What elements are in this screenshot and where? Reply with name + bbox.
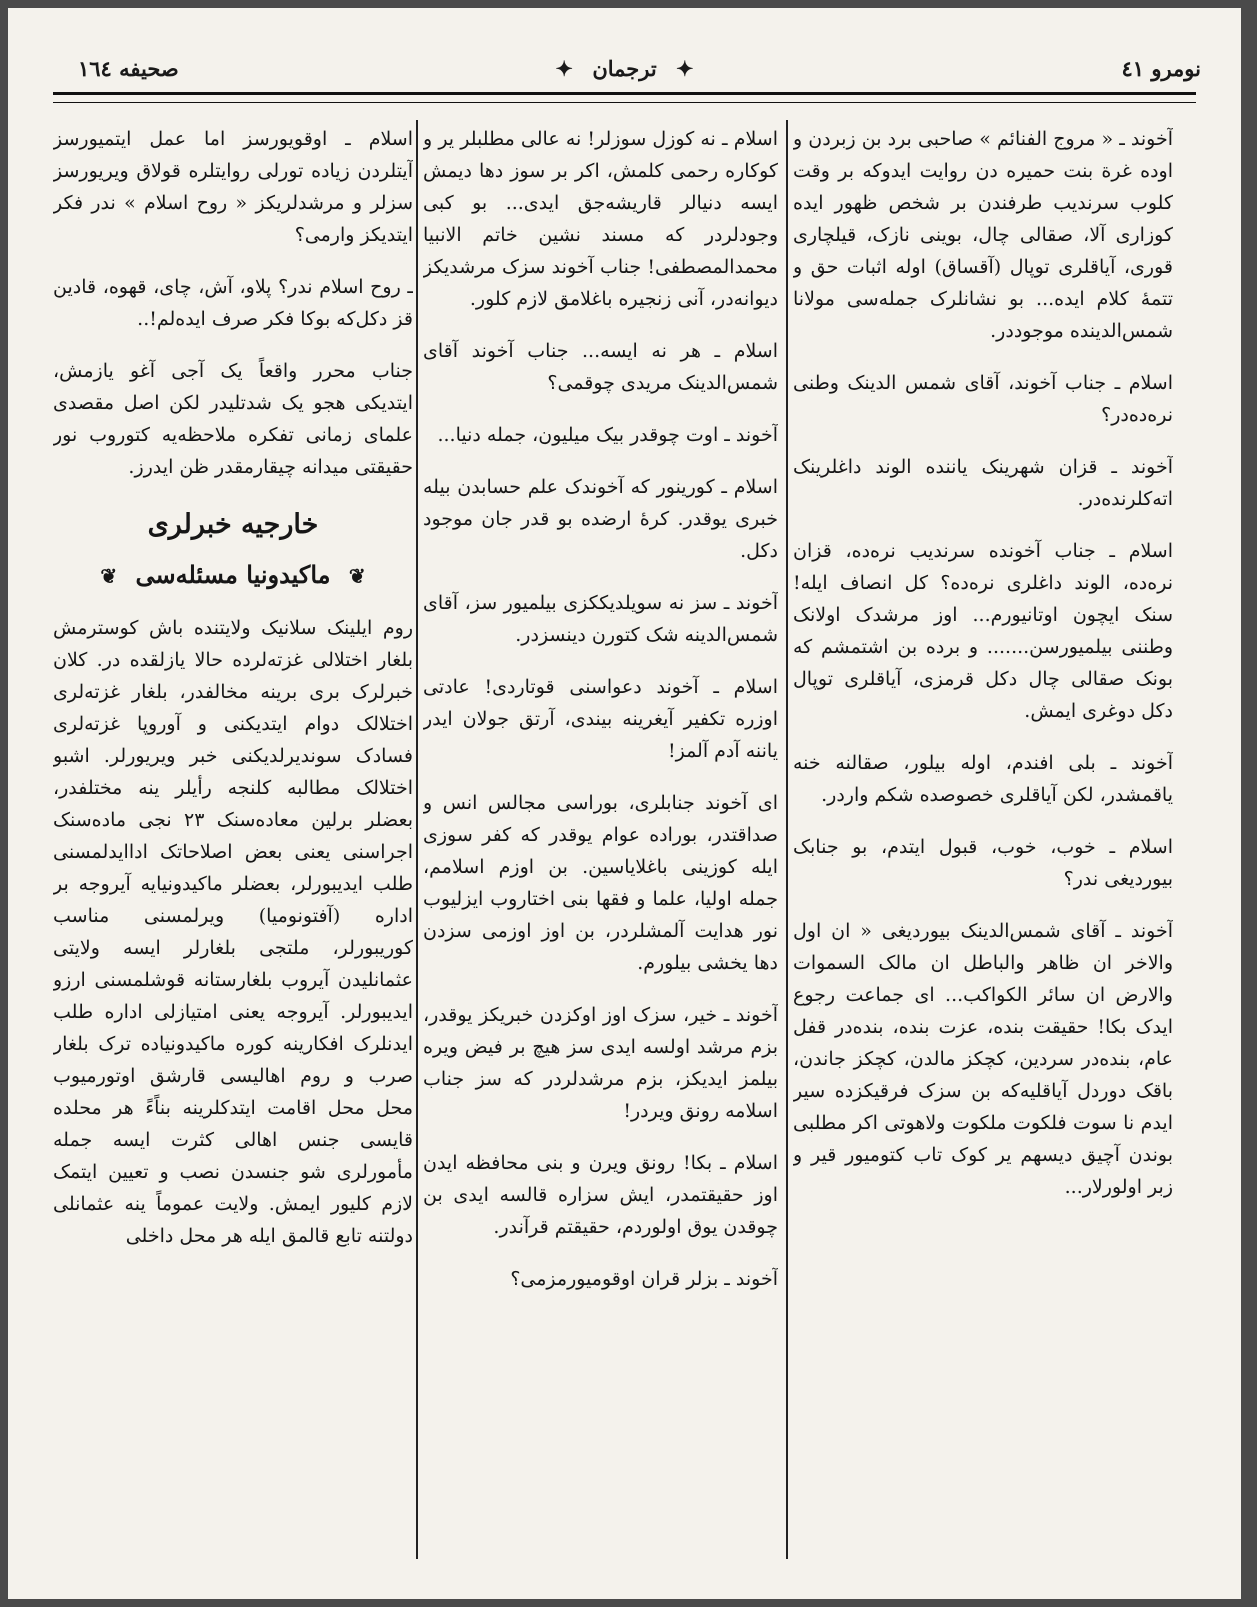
paragraph: ای آخوند جنابلری، بوراسی مجالس انس و صداقتدر، بوراده عوام یوقدر که کفر سوزی ایله کوزینی باغلایاسین. بن اوزم اسلامم، جمله اولیا، علما و فقها بنی اختاروب ایزلیوب نور هدایت آلمشلردر، بن اوز اوزمی سزدن دها یخشی بیلورم.: [423, 792, 778, 974]
paragraph: آخوند ـ آقای شمس‌الدینک بیوردیغی « ان اول والاخر ان ظاهر والباطل ان مالک السموات والارض ان سائر الکواکب... ای جماعت رجوع ایدک بکا! حقیقت بنده، عزت بنده، بنده‌در قفل عام، بنده‌در سردین، کچکز مالدن، کچکز جاندن، باقک دوردل آیاقلیه‌که بن سزک فرقیکزده سیر ایدم نا سوت فلکوت ملکوت ولاهوتی اکر مطلبی بوندن آچیق دیسهم یر کوک تاب کتومیور قیر و زبر اولورلار...: [793, 920, 1173, 1198]
paragraph: ـ روح اسلام ندر؟ پلاو، آش، چای، قهوه، قادین قز دکل‌که بوکا فکر صرف ایده‌لم!..: [53, 276, 413, 330]
paragraph: آخوند ـ اوت چوقدر بیک میلیون، جمله دنیا...: [437, 424, 778, 446]
paragraph: اسلام ـ آخوند دعواسنی قوتاردی! عادتی اوزره تکفیر آیغرینه بیندی، آرتق جولان ایدر یاننه آدم آلمز!: [423, 676, 778, 762]
column-middle: [423, 123, 778, 1569]
article-body: روم ایلینک سلانیک ولایتنده باش کوسترمش بلغار اختلالی غزته‌لرده حالا یازلقده در. کلان خبرلرک بری برینه مخالفدر، بلغار غزته‌لری اختلالک دوام ایتدیکنی و آوروپا غزته‌لری فسادک سوندیرلدیکنی خبر ویریورلر. اشبو اختلالک مطالبه کلنجه رأیلر ینه مختلفدر، بعضلر برلین معاده‌سنک ٢٣ نجی ماده‌سنک اجراسنی یعنی بعض اصلاحاتک اداایدلمسنی طلب ایدیبورلر، بعضلر ماکیدونیایه آیروجه بر اداره (آفتونومیا) ویرلمسنی مناسب کوریبورلر، ملتجی بلغارلر ایسه ولایتی عثمانلیدن آیروب بلغارستانه قوشلمسنی ارزو ایدیبورلر. آیروجه یعنی امتیازلی اداره طلب ایدنلرک افکارینه کوره ماکیدونیاده ترک بلغار صرب و روم اهالیسی قارشق اوتورمیوب محل محل اقامت ایتدکلرینه بناًءً هر محلده قایسی جنس اهالی کثرت ایسه جمله مأمورلری شو جنسدن نصب و تعیین ایتمک لازم کلیور ایمش. ولایت عموماً ینه عثمانلی دولتنه تابع قالمق ایله هر محل داخلی: [53, 617, 413, 1247]
paragraph: آخوند ـ بزلر قران اوقومیورمزمی؟: [510, 1268, 778, 1290]
paragraph: اسلام ـ جناب آخوند، آقای شمس الدینک وطنی نره‌دەدر؟: [793, 372, 1173, 426]
paragraph: اسلام ـ هر نه ایسه... جناب آخوند آقای شمس‌الدینک مریدی چوقمی؟: [423, 340, 778, 394]
paper-name: ترجمان: [592, 56, 657, 81]
ornament-right-icon: ✦: [676, 56, 694, 81]
ornament-icon: ❦: [100, 564, 118, 588]
column-divider: [786, 120, 788, 1559]
paragraph: جناب محرر واقعاً یک آجی آغو یازمش، ایتدیکی هجو یک شدتلیدر لکن اصل مقصدی علمای زمانی تفکره ملاحظه‌یه کتوروب نور حقیقتی میدانه چیقارمقدر ظن ایدرز.: [53, 360, 413, 478]
paragraph: آخوند ـ خیر، سزک اوز اوکزدن خبریکز یوقدر، بزم مرشد اولسه ایدی سز هیچ بر فیض ویره بیلمز ایدیکز، بزم مرشدلردر که سز جناب اسلامه رونق ویردر!: [423, 1004, 778, 1122]
paragraph: آخوند ـ بلی افندم، اوله بیلور، صقالنه خنه یاقمشدر، لکن آیاقلری خصوصده شکم واردر.: [793, 752, 1173, 806]
header-rule-thin: [53, 102, 1196, 103]
article-headline: [53, 559, 413, 592]
section-title: خارجیه خبرلری: [147, 509, 319, 540]
article-headline-text: ماکیدونیا مسئله‌سی: [135, 560, 331, 589]
ornament-left-icon: ✦: [555, 56, 573, 81]
paragraph: اسلام ـ خوب، خوب، قبول ایتدم، بو جنابک بیوردیغی ندر؟: [793, 836, 1173, 890]
paragraph: آخوند ـ سز نه سویلدیککزی بیلمیور سز، آقای شمس‌الدینه شک کتورن دینسزدر.: [423, 592, 778, 646]
paragraph: اسلام ـ بکا! رونق ویرن و بنی محافظه ایدن اوز حقیقتمدر، ایش سزاره قالسه ایدی بن چوقدن یوق اولوردم، حقیقتم قرآندر.: [423, 1152, 778, 1238]
header-rule-thick: [53, 92, 1196, 95]
paragraph: آخوند ـ قزان شهرینک یاننده الوند داغلرینک اته‌کلرنده‌در.: [793, 456, 1173, 510]
ornament-icon: ❦: [348, 564, 366, 588]
column-right: [793, 123, 1173, 1569]
paragraph: اسلام ـ جناب آخونده سرندیب نره‌ده، قزان نره‌ده، الوند داغلری نره‌ده؟ کل انصاف ایله! سنک ایچون اوتانیورم... اوز مرشدک اولانک وطننی بیلمیورسن....... و برده بن اشتمشم که بونک صقالی چال دکل قرمزی، آیاقلری توپال دکل دوغری ایمش.: [793, 540, 1173, 722]
issue-number: نومرو ٤١: [1121, 56, 1201, 81]
page-number: صحیفه ١٦٤: [78, 56, 179, 81]
column-divider: [416, 120, 418, 1559]
column-left: [53, 123, 413, 1569]
paragraph: اسلام ـ کورینور که آخوندک علم حسابدن بیله خبری یوقدر. کرۀ ارضده بو قدر جان موجود دکل.: [423, 476, 778, 562]
paragraph: اسلام ـ اوقویورسز اما عمل ایتمیورسز آیتلردن زیاده تورلی روایتلره قولاق ویریورسز سزلر و مرشدلریکز « روح اسلام » ندر فکر ایتدیکز وارمی؟: [53, 128, 413, 246]
paragraph: آخوند ـ « مروج الفنائم » صاحبی برد بن زبردن و اوده غرة بنت حمیره دن روایت ایدوکه بر وقت کلوب سرندیب طرفندن بر شخص ظهور ایده کوزاری آلا، صقالی چال، بوینی نازک، قیلچاری قوری، آیاقلری توپال (آقساق) اوله اثبات حق و تتمۀ کلام ایده... بو نشانلرک جمله‌سی مولانا شمس‌الدینده موجوددر.: [793, 128, 1173, 342]
page-header: [48, 48, 1201, 98]
newspaper-page: [8, 8, 1241, 1599]
paragraph: اسلام ـ نه کوزل سوزلر! نه عالی مطلبلر یر و کوکاره رحمی کلمش، اکر بر سوز دها دیمش ایسه دنیالر قاریشه‌جق ایدی... بو کبی وجودلردر که مسند نشین خاتم الانبیا محمدالمصطفی! جناب آخوند سزک مرشدیکز دیوانه‌در، آنی زنجیره باغلامق لازم کلور.: [423, 128, 778, 310]
masthead: [48, 56, 1201, 81]
